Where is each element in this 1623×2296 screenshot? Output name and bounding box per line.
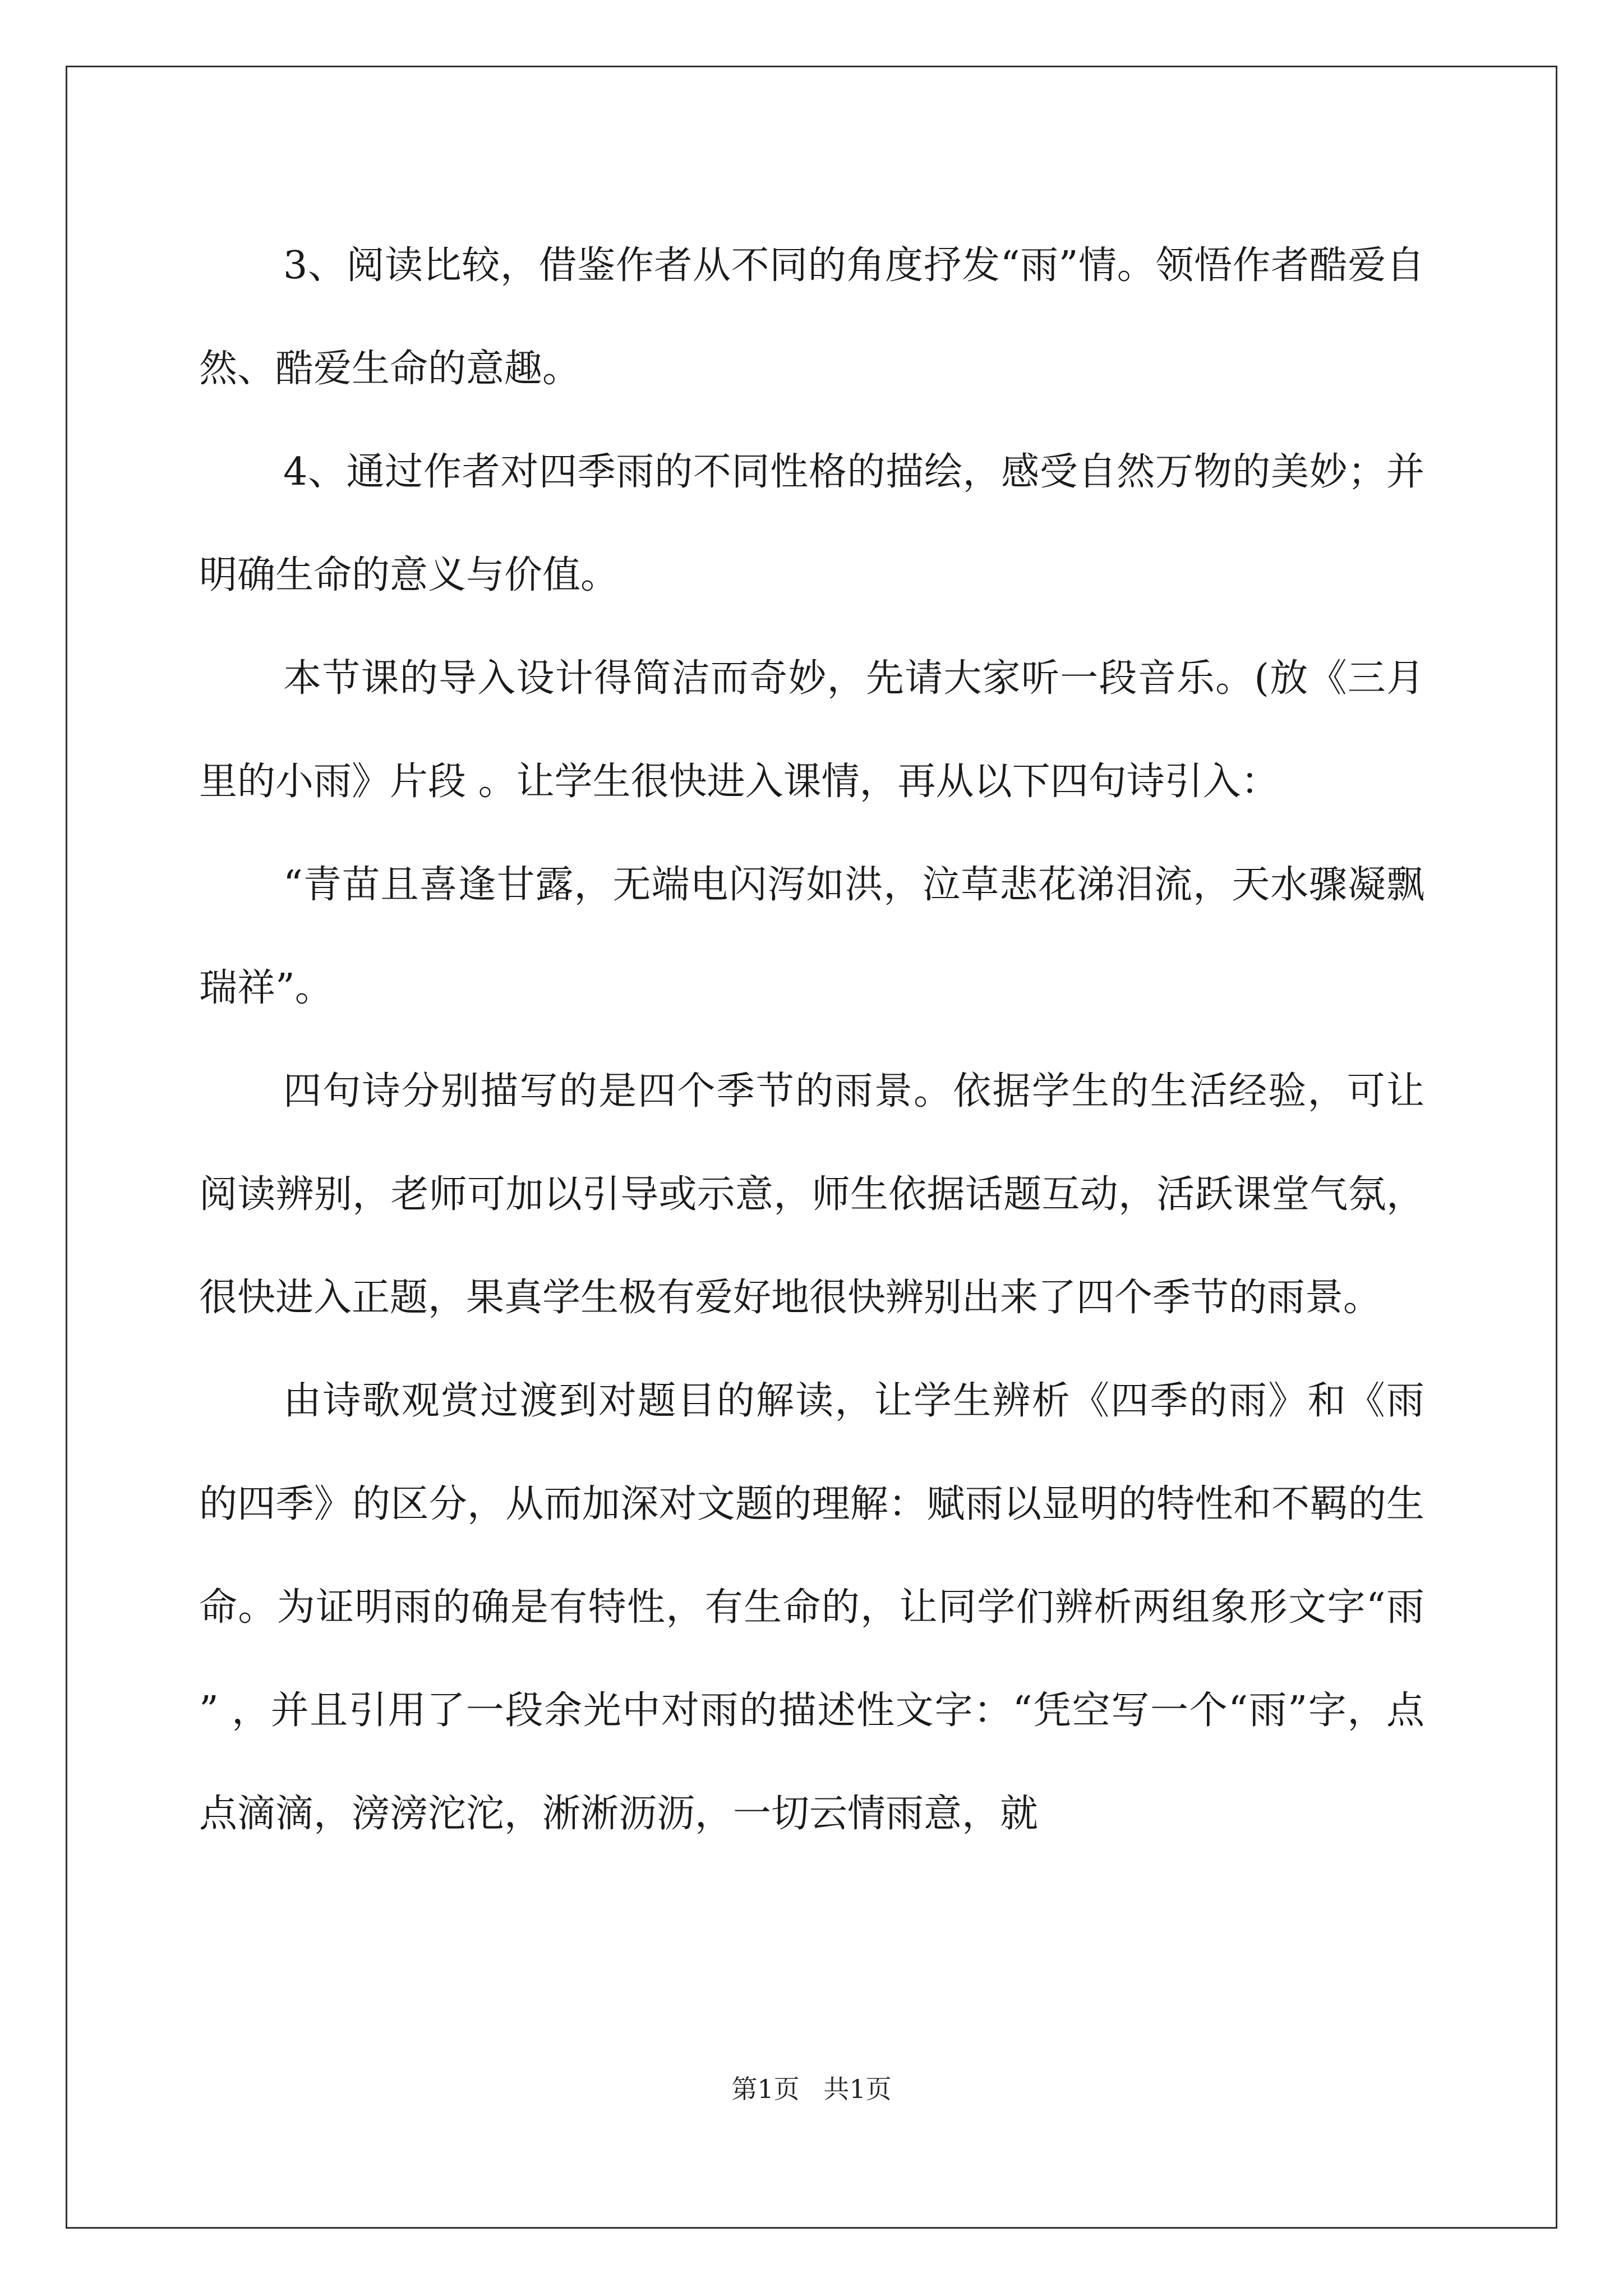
page-number-total: 共1页	[823, 2074, 892, 2104]
page-number-current: 第1页	[731, 2074, 800, 2104]
paragraph-3: 本节课的导入设计得简洁而奇妙，先请大家听一段音乐。(放《三月里的小雨》片段 。让学生很快进入课情，再从以下四句诗引入：	[199, 656, 1424, 804]
document-body	[199, 214, 1424, 1866]
paragraph-4: “青苗且喜逢甘露，无端电闪泻如洪，泣草悲花涕泪流，天水骤凝飘瑞祥”。	[199, 863, 1424, 1010]
paragraph-6: 由诗歌观赏过渡到对题目的解读，让学生辨析《四季的雨》和《雨的四季》的区分，从而加深对文题的理解：赋雨以显明的特性和不羁的生命。为证明雨的确是有特性，有生命的，让同学们辨析两组象形文字“雨 ” ，并且引用了一段余光中对雨的描述性文字：“凭空写一个“雨”字，点点滴滴，滂滂沱沱，淅淅沥沥，一切云情雨意，就	[199, 1379, 1424, 1836]
paragraph-2: 4、通过作者对四季雨的不同性格的描绘，感受自然万物的美妙；并明确生命的意义与价值。	[199, 450, 1424, 597]
paragraph-5: 四句诗分别描写的是四个季节的雨景。依据学生的生活经验，可让阅读辨别，老师可加以引导或示意，师生依据话题互动，活跃课堂气氛，很快进入正题，果真学生极有爱好地很快辨别出来了四个季节的雨景。	[199, 1069, 1424, 1320]
paragraph-1: 3、阅读比较，借鉴作者从不同的角度抒发“雨”情。领悟作者酷爱自然、酷爱生命的意趣。	[199, 243, 1424, 391]
page-footer	[0, 2069, 1623, 2106]
